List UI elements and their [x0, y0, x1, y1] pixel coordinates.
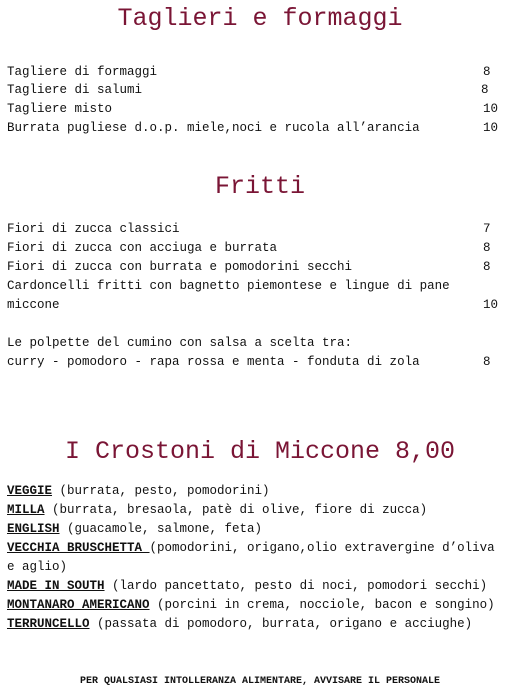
- item-name: Fiori di zucca con acciuga e burrata: [7, 241, 278, 255]
- item-name: Fiori di zucca classici: [7, 222, 180, 236]
- item-price: 8: [483, 355, 491, 369]
- item-name: Tagliere di salumi: [7, 83, 143, 97]
- crostone-item: [7, 482, 270, 500]
- item-name: Fiori di zucca con burrata e pomodorini secchi: [7, 260, 353, 274]
- crostone-desc: (burrata, bresaola, patè di olive, fiore di zucca): [44, 503, 428, 517]
- crostone-desc: (guacamole, salmone, feta): [59, 522, 263, 536]
- crostone-desc: (porcini in crema, nocciole, bacon e songino): [149, 598, 495, 612]
- menu-item: [7, 220, 520, 238]
- polpette-heading: [7, 334, 520, 352]
- section-title-crostoni: I Crostoni di Miccone 8,00: [64, 437, 456, 466]
- crostone-item: [7, 501, 427, 519]
- crostone-item-continued: [7, 558, 67, 576]
- crostone-name: MADE IN SOUTH: [7, 579, 105, 593]
- crostone-name: VEGGIE: [7, 484, 53, 498]
- item-price: 10: [483, 102, 499, 116]
- menu-item: [7, 353, 520, 371]
- item-name: Tagliere di formaggi: [7, 65, 158, 79]
- item-name: Burrata pugliese d.o.p. miele,noci e rucola all’arancia: [7, 121, 420, 135]
- menu-item: [7, 81, 520, 99]
- item-price: 8: [481, 83, 489, 97]
- crostone-name: MONTANARO AMERICANO: [7, 598, 150, 612]
- crostone-name: TERRUNCELLO: [7, 617, 90, 631]
- crostone-item: [7, 577, 487, 595]
- crostone-name: VECCHIA BRUSCHETTA: [7, 541, 150, 555]
- menu-item: [7, 277, 520, 295]
- crostone-desc: (passata di pomodoro, burrata, origano e acciughe): [89, 617, 473, 631]
- crostone-item: [7, 615, 472, 633]
- item-price: 10: [483, 121, 499, 135]
- crostone-desc: (lardo pancettato, pesto di noci, pomodori secchi): [104, 579, 488, 593]
- menu-item: [7, 100, 520, 118]
- section-title-fritti: Fritti: [214, 172, 305, 201]
- allergy-notice: PER QUALSIASI INTOLLERANZA ALIMENTARE, AVVISARE IL PERSONALE: [79, 676, 441, 687]
- menu-item: [7, 258, 520, 276]
- crostone-name: ENGLISH: [7, 522, 60, 536]
- menu-item: [7, 63, 520, 81]
- item-price: 8: [483, 241, 491, 255]
- item-name: Tagliere misto: [7, 102, 113, 116]
- menu-item: [7, 119, 520, 137]
- crostone-name: MILLA: [7, 503, 45, 517]
- item-price: 8: [483, 65, 491, 79]
- item-name: miccone: [7, 298, 60, 312]
- polpette-line-2: curry - pomodoro - rapa rossa e menta - fonduta di zola: [7, 355, 420, 369]
- item-price: 10: [483, 298, 499, 312]
- item-price: 7: [483, 222, 491, 236]
- menu-item: [7, 239, 520, 257]
- menu-item: [7, 296, 520, 314]
- crostone-desc: e aglio): [7, 560, 68, 574]
- crostone-desc: (burrata, pesto, pomodorini): [52, 484, 270, 498]
- item-price: 8: [483, 260, 491, 274]
- polpette-line-1: Le polpette del cumino con salsa a scelta tra:: [7, 336, 353, 350]
- crostone-item: [7, 539, 495, 557]
- item-name: Cardoncelli fritti con bagnetto piemontese e lingue di pane: [7, 279, 450, 293]
- crostone-desc: (pomodorini, origano,olio extravergine d’oliva: [149, 541, 495, 555]
- crostone-item: [7, 520, 262, 538]
- section-title-taglieri: Taglieri e formaggi: [117, 4, 403, 33]
- crostone-item: [7, 596, 495, 614]
